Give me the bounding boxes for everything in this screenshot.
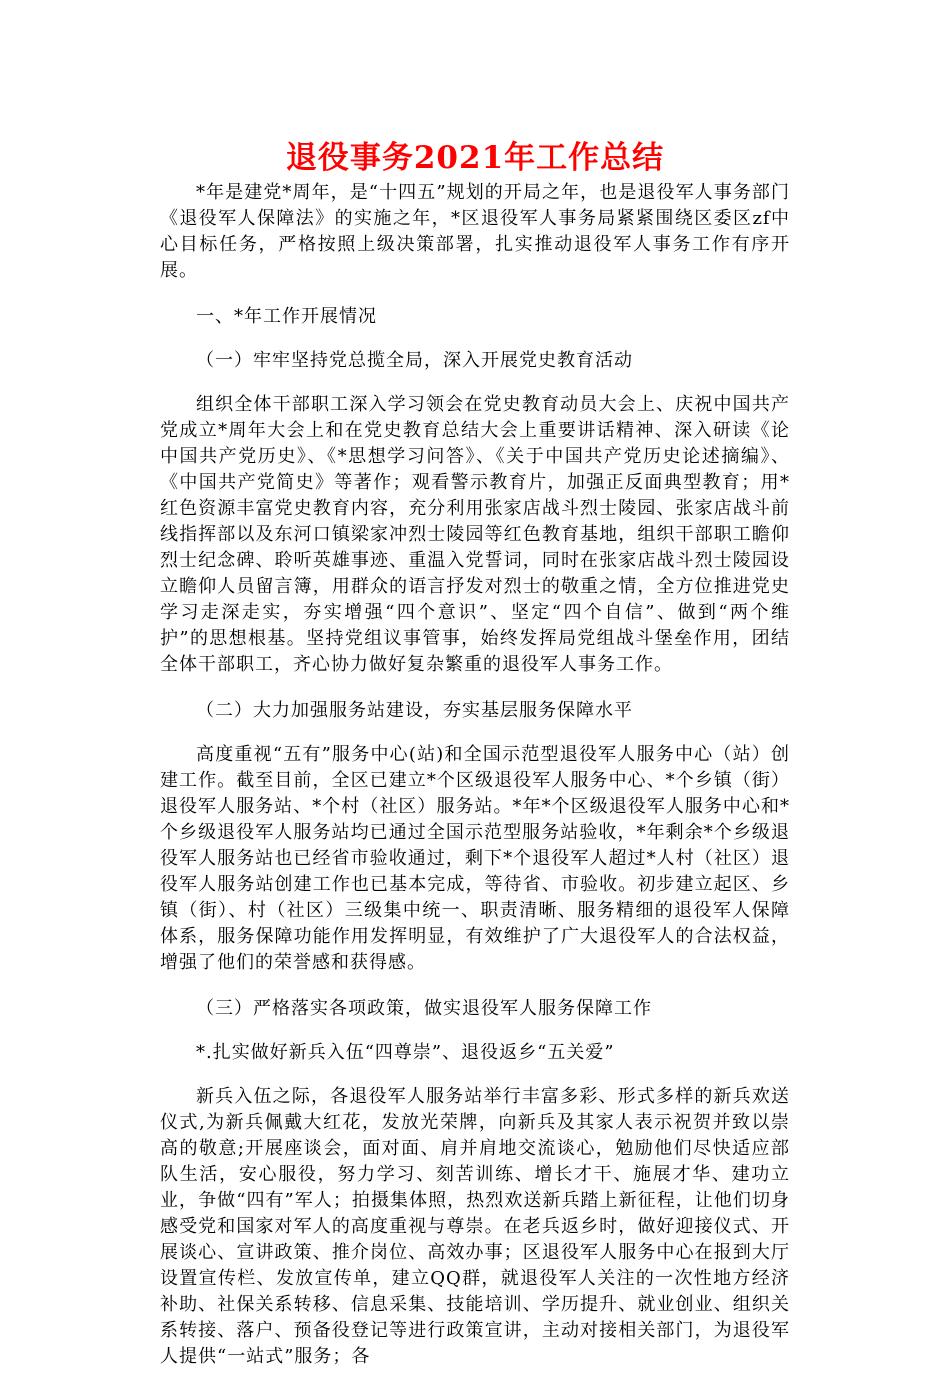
document-body	[160, 180, 790, 1390]
section-heading: 一、*年工作开展情况	[196, 306, 377, 327]
item-heading: *.扎实做好新兵入伍“四尊崇”、退役返乡“五关爱”	[196, 1042, 615, 1063]
subsection-heading: （三）严格落实各项政策，做实退役军人服务保障工作	[196, 998, 652, 1019]
body-paragraph: 组织全体干部职工深入学习领会在党史教育动员大会上、庆祝中国共产党成立*周年大会上和在党史教育总结大会上重要讲话精神、深入研读《论中国共产党历史》、《*思想学习问答》、《关于中国共产党历史论述摘编》、《中国共产党简史》等著作；观看警示教育片，加强正反面典型教育；用*红色资源丰富党史教育内容，充分利用张家店战斗烈士陵园、张家店战斗前线指挥部以及东河口镇梁家冲烈士陵园等红色教育基地，组织干部职工瞻仰烈士纪念碑、聆听英雄事迹、重温入党誓词，同时在张家店战斗烈士陵园设立瞻仰人员留言簿，用群众的语言抒发对烈士的敬重之情，全方位推进党史学习走深走实，夯实增强“四个意识”、坚定“四个自信”、做到“两个维护”的思想根基。坚持党组议事管事，始终发挥局党组战斗堡垒作用，团结全体干部职工，齐心协力做好复杂繁重的退役军人事务工作。	[160, 394, 790, 675]
body-paragraph: 新兵入伍之际，各退役军人服务站举行丰富多彩、形式多样的新兵欢送仪式,为新兵佩戴大红花，发放光荣牌，向新兵及其家人表示祝贺并致以崇高的敬意;开展座谈会，面对面、肩并肩地交流谈心，勉励他们尽快适应部队生活，安心服役，努力学习、刻苦训练、增长才干、施展才华、建功立业，争做“四有”军人；拍摄集体照，热烈欢送新兵踏上新征程，让他们切身感受党和国家对军人的高度重视与尊崇。在老兵返乡时，做好迎接仪式、开展谈心、宣讲政策、推介岗位、高效办事；区退役军人服务中心在报到大厅设置宣传栏、发放宣传单，建立QQ群，就退役军人关注的一次性地方经济补助、社保关系转移、信息采集、技能培训、学历提升、就业创业、组织关系转接、落户、预备役登记等进行政策宣讲，主动对接相关部门，为退役军人提供“一站式”服务；各	[160, 1086, 790, 1367]
intro-paragraph: *年是建党*周年，是“十四五”规划的开局之年，也是退役军人事务部门《退役军人保障法》的实施之年，*区退役军人事务局紧紧围绕区委区zf中心目标任务，严格按照上级决策部署，扎实推动退役军人事务工作有序开展。	[160, 182, 790, 281]
body-paragraph: 高度重视“五有”服务中心(站)和全国示范型退役军人服务中心（站）创建工作。截至目前，全区已建立*个区级退役军人服务中心、*个乡镇（街）退役军人服务站、*个村（社区）服务站。*年*个区级退役军人服务中心和*个乡级退役军人服务站均已通过全国示范型服务站验收，*年剩余*个乡级退役军人服务站也已经省市验收通过，剩下*个退役军人超过*人村（社区）退役军人服务站创建工作也已基本完成，等待省、市验收。初步建立起区、乡镇（街）、村（社区）三级集中统一、职责清晰、服务精细的退役军人保障体系，服务保障功能作用发挥明显，有效维护了广大退役军人的合法权益，增强了他们的荣誉感和获得感。	[160, 744, 790, 973]
subsection-heading: （二）大力加强服务站建设，夯实基层服务保障水平	[196, 700, 633, 721]
document-title: 退役事务2021年工作总结	[285, 140, 665, 176]
subsection-heading: （一）牢牢坚持党总揽全局，深入开展党史教育活动	[196, 350, 633, 371]
